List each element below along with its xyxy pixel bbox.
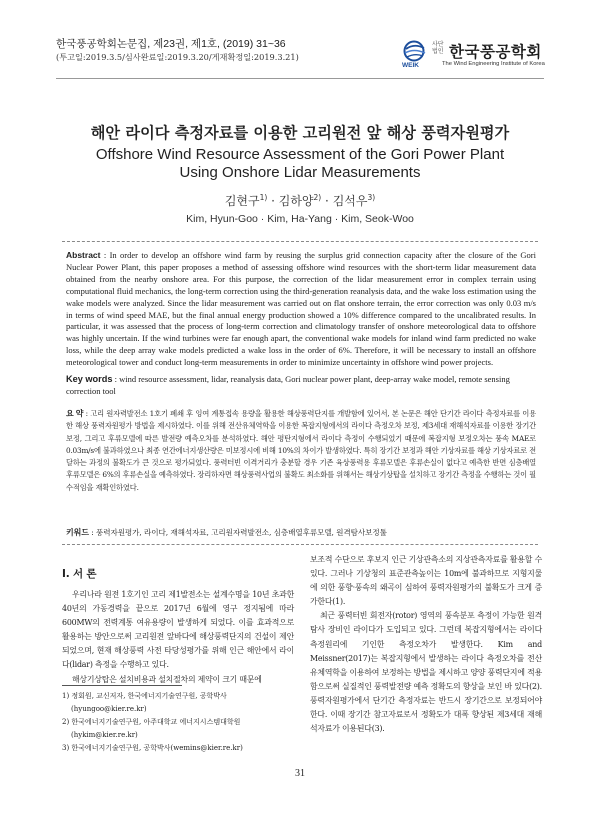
footnotes: [62, 690, 298, 755]
keywords-text: wind resource assessment, lidar, reanalysis data, Gori nuclear power plant, deep-array wake model, remote sensing correction tool: [66, 374, 510, 396]
society-name: 한국풍공학회: [449, 44, 542, 61]
logo-small-text: 사단법인: [432, 42, 444, 55]
keywords-english: Key words : wind resource assessment, lidar, reanalysis data, Gori nuclear power plant, deep-array wake model, remote sensing correction tool: [66, 374, 510, 396]
abstract-top-divider: [62, 241, 538, 242]
summary-text: 고리 원자력발전소 1호기 폐쇄 후 잉여 계통접속 용량을 활용한 해상풍력단지를 개발함에 있어서, 본 논문은 해안 단기간 라이다 측정자료를 이용한 해상 풍력자원평가 방법을 제시하였다. 이를 위해 전산유체역학을 이용한 복잡지형에서의 라이다 측정오차 보정, 제3세대 재해석자료를 이용한 장기간 보정, 그리고 후류모델에 따른 발전량 예측오차를 분석하였다. 해안 평탄지형에서 라이다 측정이 수행되었기 때문에 복잡지형 보정오차는 풍속 MAE로 0.03m/s에 불과하였으나 최종 연간에너지생산량은 미보정시에 비해 10%의 차이가 발생하였다. 특히 장기간 보정과 해안 기상자료를 해상 기상자료로 전달하는 과정의 불확도가 큰 것으로 평가되었다. 풍력터빈 이격거리가 충분할 경우 기존 육상풍력용 후류모델은 후류손실이 없다고 예측한 반면 심층배열 후류모델은 6%의 후류손실을 예측하였다. 장리하자면 해상풍력사업의 불확도 최소화를 위해서는 해상기상탑을 설치하고 장기간 측정을 수행하는 것이 필수적임을 재확인하였다.: [66, 409, 536, 492]
journal-header: [56, 38, 386, 63]
keywords-korean-text: 풍력자원평가, 라이다, 재해석자료, 고리원자력발전소, 심층배열후류모델, 원격탐사보정툴: [95, 528, 387, 537]
society-acronym: WEIK: [402, 62, 419, 69]
wind-logo-icon: [402, 40, 428, 62]
title-korean: 해안 라이다 측정자료를 이용한 고리원전 앞 해상 풍력자원평가: [90, 124, 510, 142]
authors-english: Kim, Hyun-Goo · Kim, Ha-Yang · Kim, Seok-Woo: [186, 213, 414, 225]
keywords-korean-label: 키워드: [66, 528, 89, 537]
body-paragraph: 보조적 수단으로 후보지 인근 기상관측소의 지상관측자료를 활용할 수 있다. 그러나 기상청의 표준관측높이는 10m에 불과하므로 지형지물에 의한 풍향·풍속의 왜곡이 심하여 풍력자원평가의 불확도가 크게 증가한다(1).: [310, 555, 542, 607]
body-left-column: [62, 567, 294, 687]
title-english-line1: Offshore Wind Resource Assessment of the Gori Power Plant: [95, 146, 505, 163]
body-paragraph: 우리나라 원전 1호기인 고리 제1발전소는 설계수명을 10년 초과한 40년의 가동경력을 끝으로 2017년 6월에 영구 정지됨에 따라 600MW의 전력계통 여유용량이 발생하게 되었다. 이를 효과적으로 활용하는 방안으로써 고리원전 앞바다에 해상풍력단지의 건설이 제안되었으며, 현재 해상풍력 사전 타당성평가를 위해 인근 해안에서 라이다(lidar) 측정을 수행하고 있다.: [62, 590, 294, 670]
abstract: Abstract : In order to develop an offshore wind farm by reusing the surplus grid connection capacity after the closure of the Gori Nuclear Power Plant, this paper proposes a method of assessing offshore wind resources with the short-term lidar measurement data obtained from the nearby onshore area. For this purpose, the correction of the lidar measurement error in complex terrain using computational fluid mechanics, the long-term correction using the third-generation reanalysis data, and the wake loss estimation using the wake models were analyzed. Since the lidar measurement was carried out on flat onshore terrain, the error correction was only 0.03 m/s in terms of wind speed MAE, but the final annual energy production showed a 10% difference compared to the uncalibrated results. In particular, it was assessed that the process of long-term correction and climatology transfer of onshore meteorological data to offshore was highly uncertain. If the wind turbines were far enough apart, the conventional wake models for inland wind farm predicted no wake loss, while the deep array wake models predicted a wake loss in the order of 6%. Therefore, it will be necessary to install an offshore meteorological tower and conduct long-term measurements in order to minimize uncertainty in offshore wind power projects.: [66, 250, 536, 368]
keywords-label: Key words: [66, 374, 113, 384]
abstract-bottom-divider: [62, 544, 538, 545]
footnote-2: 2) 한국에너지기술연구원, 아주대학교 에너지시스템대학원: [62, 718, 241, 726]
summary-korean: 요 약 : 고리 원자력발전소 1호기 폐쇄 후 잉여 계통접속 용량을 활용한 해상풍력단지를 개발함에 있어서, 본 논문은 해안 단기간 라이다 측정자료를 이용한 해상 풍력자원평가 방법을 제시하였다. 이를 위해 전산유체역학을 이용한 복잡지형에서의 라이다 측정오차 보정, 제3세대 재해석자료를 이용한 장기간 보정, 그리고 후류모델에 따른 발전량 예측오차를 분석하였다. 해안 평탄지형에서 라이다 측정이 수행되었기 때문에 복잡지형 보정오차는 풍속 MAE로 0.03m/s에 불과하였으나 최종 연간에너지생산량은 미보정시에 비해 10%의 차이가 발생하였다. 특히 장기간 보정과 해안 기상자료를 해상 기상자료로 전달하는 과정의 불확도가 큰 것으로 평가되었다. 풍력터빈 이격거리가 충분할 경우 기존 육상풍력용 후류모델은 후류손실이 없다고 예측한 반면 심층배열 후류모델은 6%의 후류손실을 예측하였다. 장리하자면 해상풍력사업의 불확도 최소화를 위해서는 해상기상탑을 설치하고 장기간 측정을 수행하는 것이 필수적임을 재확인하였다.: [66, 409, 536, 492]
author-1-name: 김현구: [224, 194, 260, 208]
society-logo: [402, 40, 545, 70]
author-1-sup: 1): [259, 193, 268, 202]
footnote-rule: [62, 685, 182, 686]
summary-label: 요 약: [66, 409, 84, 418]
society-name-english: The Wind Engineering Institute of Korea: [442, 61, 545, 67]
footnote-2-email: (hykim@kier.re.kr): [71, 731, 138, 739]
footnote-3: 3) 한국에너지기술연구원, 공학박사(wemins@kier.re.kr): [62, 744, 243, 752]
body-paragraph: 최근 풍력터빈 회전자(rotor) 영역의 풍속분포 측정이 가능한 원격탐사 장비인 라이다가 도입되고 있다. 그런데 복잡지형에서는 라이다 측정원리에 기인한 측정오차가 발생한다. Kim and Meissner(2017)는 복잡지형에서 발생하는 라이다 측정오차를 전산유체역학을 이용하여 보정하는 방법을 제시하고 양양 풍력단지에 적용함으로써 실질적인 풍력발전량 예측 정확도의 향상을 보인 바 있다(2). 풍력자원평가에서 단기간 측정자료는 반드시 장기간으로 보정되어야 한다. 이때 장기간 참고자료로서 정확도가 대폭 향상된 제3세대 재해석자료가 이용된다(3).: [310, 611, 542, 734]
body-paragraph: 해상기상탑은 설치비용과 설치절차의 제약이 크기 때문에: [72, 674, 262, 684]
title-english: [40, 146, 560, 182]
section-heading-introduction: I. 서 론: [62, 568, 97, 580]
page-number: 31: [295, 768, 305, 779]
footnote-1-email: (hyungoo@kier.re.kr): [71, 705, 147, 713]
author-3-name: 김석우: [332, 194, 368, 208]
author-separator: ·: [321, 194, 333, 208]
author-3-sup: 3): [367, 193, 376, 202]
footnote-1: 1) 정회원, 교신저자, 한국에너지기술연구원, 공학박사: [62, 692, 227, 700]
body-right-column: [310, 553, 542, 736]
author-2-name: 김하양: [278, 194, 314, 208]
keywords-korean: 키워드 : 풍력자원평가, 라이다, 재해석자료, 고리원자력발전소, 심층배열후류모델, 원격탐사보정툴: [66, 528, 387, 537]
abstract-label: Abstract: [66, 250, 101, 260]
authors-korean: [40, 192, 560, 209]
author-separator: ·: [267, 194, 279, 208]
author-2-sup: 2): [313, 193, 322, 202]
submission-dates: (투고일:2019.3.5/심사완료일:2019.3.20/게재확정일:2019.3.21): [56, 52, 299, 62]
journal-citation: 한국풍공학회논문집, 제23권, 제1호, (2019) 31~36: [56, 38, 286, 50]
title-english-line2: Using Onshore Lidar Measurements: [179, 164, 421, 181]
abstract-text: In order to develop an offshore wind farm by reusing the surplus grid connection capacity after the closure of the Gori Nuclear Power Plant, this paper proposes a method of assessing offshore wind resources with the short-term lidar measurement data obtained from the nearby onshore area. For this purpose, the correction of the lidar measurement error in complex terrain using computational fluid mechanics, the long-term correction using the third-generation reanalysis data, and the wake loss estimation using the wake models were analyzed. Since the lidar measurement was carried out on flat onshore terrain, the error correction was only 0.03 m/s in terms of wind speed MAE, but the final annual energy production showed a 10% difference compared to the uncalibrated results. In particular, it was assessed that the process of long-term correction and climatology transfer of onshore meteorological data to offshore was highly uncertain. If the wind turbines were far enough apart, the conventional wake models for inland wind farm predicted no wake loss, while the deep array wake models predicted a wake loss in the order of 6%. Therefore, it will be necessary to install an offshore meteorological tower and conduct long-term measurements in order to minimize uncertainty in offshore wind power projects.: [66, 250, 536, 368]
header-rule: [56, 78, 544, 79]
